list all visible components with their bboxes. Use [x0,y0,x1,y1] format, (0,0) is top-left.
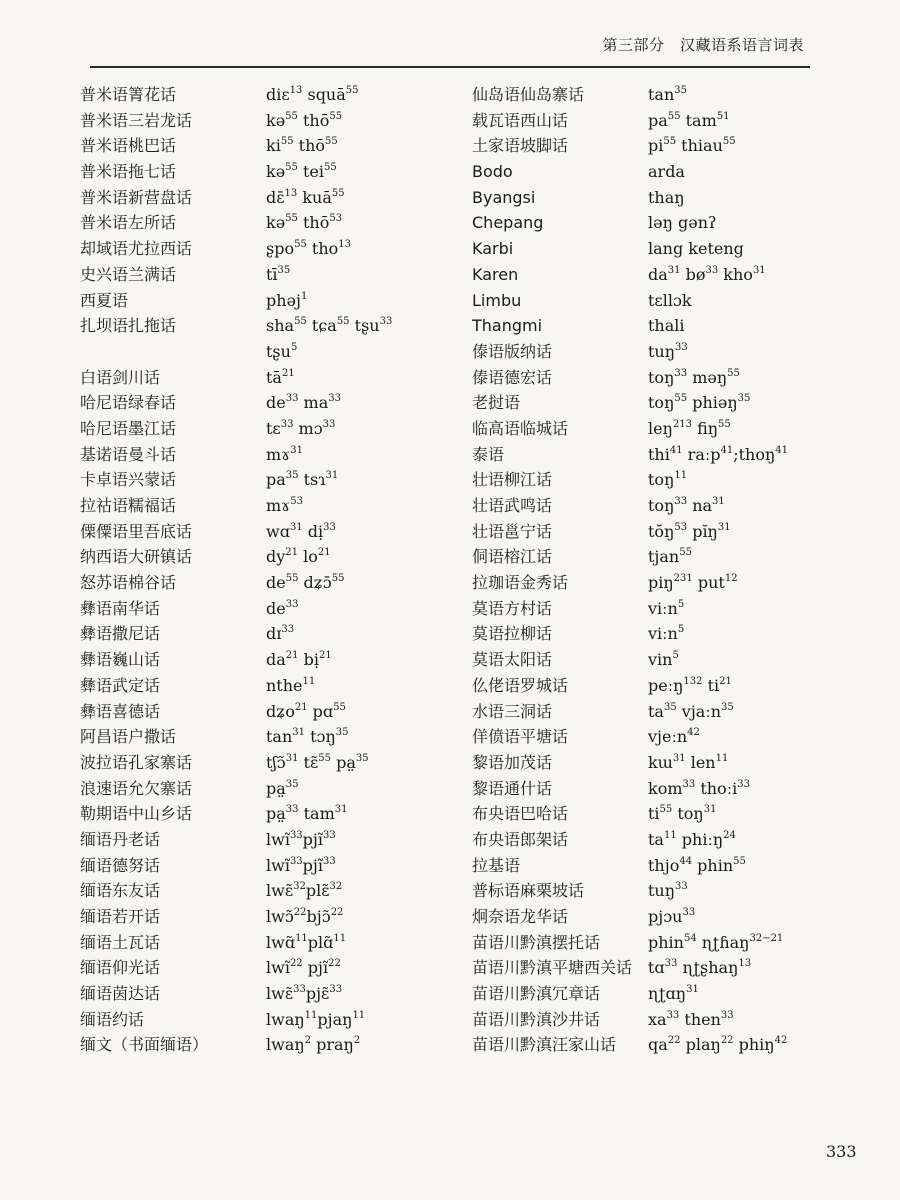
phonetic-form: $de^{55}$ dʑɔ̄$^{55}$ [266,573,345,593]
language-name: 普米语三岩龙话 [80,110,193,130]
language-name: 布央语巴哈话 [472,804,569,824]
language-name: 彝语武定话 [80,675,161,695]
language-name: 苗语川黔滇汪家山话 [472,1035,617,1055]
language-name: 普标语麻栗坡话 [472,881,585,901]
phonetic-form: $de^{33}$ [266,598,299,618]
language-name: 傣语版纳话 [472,341,553,361]
language-name: 佯偾语平塘话 [472,727,569,747]
phonetic-form: lwɛ̃$^{33}$pjɛ̃$^{33}$ [266,984,343,1004]
language-name: 缅语约话 [80,1009,145,1029]
language-name: Thangmi [472,316,543,336]
language-name: Limbu [472,290,522,310]
language-name: 普米语拖七话 [80,162,177,182]
phonetic-form: $dy^{21}$ $lo^{21}$ [266,547,331,567]
phonetic-form: $da^{31}$ $bø^{33}$ kho$^{31}$ [648,264,766,284]
language-name: Karen [472,264,519,284]
phonetic-form: dʑo$^{21}$ pɑ$^{55}$ [266,701,346,721]
phonetic-form: $de^{33}$ $ma^{33}$ [266,393,341,413]
phonetic-form: ʂpo$^{55}$ tho$^{13}$ [266,239,352,259]
phonetic-form: tʂu$^5$ [266,341,298,361]
phonetic-form: kɯ$^{31}$ len$^{11}$ [648,752,729,772]
language-name: Karbi [472,239,514,259]
phonetic-form: lwɑ̃$^{11}$plɑ̃$^{11}$ [266,932,347,952]
language-name: 拉祜语糯福话 [80,496,177,515]
language-name: 纳西语大研镇话 [80,547,193,567]
phonetic-form: toŋ$^{55}$ phiəŋ$^{35}$ [648,393,751,413]
language-name: 普米语新营盘话 [80,187,193,207]
language-name: 拉基语 [472,855,521,875]
phonetic-form: $ti^{55}$ toŋ$^{31}$ [648,804,717,824]
language-name: 彝语撒尼话 [80,624,161,644]
phonetic-form: lwaŋ$^{11}$pjaŋ$^{11}$ [266,1009,366,1029]
language-name: 莫语方村话 [472,598,553,618]
language-name: 彝语南华话 [80,598,161,618]
language-name: 缅语仰光话 [80,958,161,978]
phonetic-form: $pa^{55}$ tam$^{51}$ [648,110,730,130]
phonetic-form: sha$^{55}$ tɕa$^{55}$ tʂu$^{33}$ [266,316,393,336]
phonetic-form: tɑ$^{33}$ ɳʈʂhaŋ$^{13}$ [648,958,752,978]
phonetic-form: kə$^{55}$ thō$^{55}$ [266,110,343,130]
running-header: 第三部分 汉藏语系语言词表 [602,36,804,54]
phonetic-form: peːŋ$^{132}$ $ti^{21}$ [648,675,732,695]
phonetic-form: lang keteng [648,239,744,259]
phonetic-form: $xa^{33}$ then$^{33}$ [648,1009,734,1029]
language-name: 普米语左所话 [80,213,177,233]
phonetic-form: toŋ$^{11}$ [648,470,688,490]
phonetic-form: ləŋ gənʔ [648,213,717,233]
language-name: Chepang [472,213,544,233]
language-name: 缅语东友话 [80,881,161,901]
phonetic-form: lwĩ$^{33}$pjĩ$^{33}$ [266,855,336,875]
language-name: 土家语坡脚话 [472,136,569,156]
language-name: 却域语尤拉西话 [80,239,193,259]
language-name: 水语三洞话 [472,701,553,721]
phonetic-form: mɤ$^{31}$ [266,444,303,464]
language-name: 布央语郎架话 [472,829,569,849]
phonetic-form: viːn$^5$ [648,624,685,644]
phonetic-form: tuŋ$^{33}$ [648,341,688,361]
language-name: 基诺语曼斗话 [80,444,177,464]
phonetic-form: pa̤$^{33}$ tam$^{31}$ [266,804,348,824]
phonetic-form: lwɛ̃$^{32}$plɛ̃$^{32}$ [266,881,343,901]
language-name: 苗语川黔滇摆托话 [472,932,601,952]
language-name: 普米语桃巴话 [80,136,177,156]
language-name: 缅语丹老话 [80,829,161,849]
language-name: 载瓦语西山话 [472,110,569,130]
language-name: 白语剑川话 [80,367,161,387]
phonetic-form: $ta^{11}$ phiːŋ$^{24}$ [648,829,736,849]
phonetic-form: $pi^{55}$ thiau$^{55}$ [648,136,736,156]
language-name: 缅文（书面缅语） [80,1035,209,1055]
language-name: 怒苏语棉谷话 [80,573,177,593]
phonetic-form: viːn$^5$ [648,598,685,618]
phonetic-form: nthe$^{11}$ [266,675,316,695]
language-name: 缅语茵达话 [80,984,161,1004]
language-name: 彝语巍山话 [80,650,161,670]
phonetic-form: tʃɔ̃$^{31}$ tɛ̃$^{55}$ pa̤$^{35}$ [266,752,369,772]
phonetic-form: lwɔ̃$^{22}$bjɔ̃$^{22}$ [266,907,344,926]
phonetic-form: lwaŋ$^2$ praŋ$^2$ [266,1035,361,1055]
language-name: 炯奈语龙华话 [472,907,569,926]
language-name: 勒期语中山乡话 [80,804,193,824]
phonetic-form: lwĩ$^{22}$ pjĩ$^{22}$ [266,958,341,978]
phonetic-form: $\tan^{35}$ [648,85,688,104]
language-name: 哈尼语绿春话 [80,393,177,413]
phonetic-form: tjan$^{55}$ [648,547,692,567]
language-name: 莫语拉柳话 [472,624,553,644]
language-name: 老挝语 [472,393,521,413]
phonetic-form: thaŋ [648,187,685,207]
language-name: 普米语箐花话 [80,85,177,104]
language-name: 拉珈语金秀话 [472,573,569,593]
language-name: 仫佬语罗城话 [472,675,569,695]
phonetic-form: $da^{21}$ bị$^{21}$ [266,650,332,670]
phonetic-form: tɛ$^{33}$ mɔ$^{33}$ [266,418,336,438]
phonetic-form: kə$^{55}$ tei$^{55}$ [266,162,337,182]
phonetic-form: lwĩ$^{33}$pjĩ$^{33}$ [266,829,336,849]
header-rule [90,66,810,68]
phonetic-form: vin$^5$ [648,650,679,670]
language-name: 壮语武鸣话 [472,496,553,515]
phonetic-form: tuŋ$^{33}$ [648,881,688,901]
language-name: 缅语土瓦话 [80,932,161,952]
phonetic-form: $\tan^{31}$ tɔŋ$^{35}$ [266,727,349,747]
phonetic-form: vjeːn$^{42}$ [648,727,700,747]
language-name: 黎语加茂话 [472,752,553,772]
language-name: 阿昌语户撒话 [80,727,177,747]
phonetic-form: thali [648,316,685,336]
language-name: 苗语川黔滇平塘西关话 [472,958,633,978]
language-name: 侗语榕江话 [472,547,553,567]
page-number: 333 [826,1142,857,1161]
language-name: 浪速语允欠寨话 [80,778,193,798]
phonetic-form: kə$^{55}$ thō$^{53}$ [266,213,343,233]
phonetic-form: $qa^{22}$ plaŋ$^{22}$ phiŋ$^{42}$ [648,1035,788,1055]
language-name: 临高语临城话 [472,418,569,438]
language-name: 哈尼语墨江话 [80,418,177,438]
phonetic-form: phəj$^1$ [266,290,308,310]
phonetic-form: $ki^{55}$ thō$^{55}$ [266,136,338,156]
phonetic-form: toŋ$^{33}$ $na^{31}$ [648,496,725,515]
phonetic-form: $pa^{35}$ tsɿ$^{31}$ [266,470,339,490]
phonetic-form: ɳʈɑŋ$^{31}$ [648,984,699,1004]
language-name: Bodo [472,162,513,182]
phonetic-form: $tā^{21}$ [266,367,295,387]
phonetic-form: kom$^{33}$ thoːi$^{33}$ [648,778,750,798]
language-name: 莫语太阳话 [472,650,553,670]
phonetic-form: dɛ̄$^{13}$ kuā$^{55}$ [266,187,345,207]
phonetic-form: leŋ$^{213}$ fiŋ$^{55}$ [648,418,731,438]
phonetic-form: tŏŋ$^{53}$ pĭŋ$^{31}$ [648,521,731,541]
language-name: 苗语川黔滇沙井话 [472,1009,601,1029]
language-name: 缅语若开话 [80,907,161,926]
phonetic-form: $ta^{35}$ vjaːn$^{35}$ [648,701,734,721]
language-name: 西夏语 [80,290,129,310]
language-name: 壮语邕宁话 [472,521,553,541]
phonetic-form: toŋ$^{33}$ məŋ$^{55}$ [648,367,740,387]
language-name: 卡卓语兴蒙话 [80,470,177,490]
language-name: 苗语川黔滇冗章话 [472,984,601,1004]
phonetic-form: piŋ$^{231}$ put$^{12}$ [648,573,738,593]
language-name: 傈僳语里吾底话 [80,521,193,541]
language-name: 泰语 [472,444,505,464]
language-name: Byangsi [472,187,536,207]
phonetic-form: pjɔu$^{33}$ [648,907,696,926]
language-name: 黎语通什话 [472,778,553,798]
language-name: 壮语柳江话 [472,470,553,490]
phonetic-form: wɑ$^{31}$ dị$^{33}$ [266,521,336,541]
language-name: 彝语喜德话 [80,701,161,721]
language-name: 缅语德努话 [80,855,161,875]
language-name: 史兴语兰满话 [80,264,177,284]
phonetic-form: thjo$^{44}$ phin$^{55}$ [648,855,746,875]
language-name: 波拉语孔家寨话 [80,752,193,772]
phonetic-form: phin$^{54}$ ɳʈɦaŋ$^{32-21}$ [648,932,784,952]
phonetic-form: diɛ$^{13}$ squā$^{55}$ [266,85,359,104]
phonetic-form: pa̤$^{35}$ [266,778,299,798]
phonetic-form: $tī^{35}$ [266,264,291,284]
phonetic-form: arda [648,162,685,182]
language-name: 扎坝语扎拖话 [80,316,177,336]
language-name: 仙岛语仙岛寨话 [472,85,585,104]
phonetic-form: thi$^{41}$ raːp$^{41}$;thoŋ$^{41}$ [648,444,789,464]
phonetic-form: dɪ$^{33}$ [266,624,295,644]
phonetic-form: mɤ$^{53}$ [266,496,303,515]
language-name: 傣语德宏话 [472,367,553,387]
phonetic-form: tɛllɔk [648,290,692,310]
